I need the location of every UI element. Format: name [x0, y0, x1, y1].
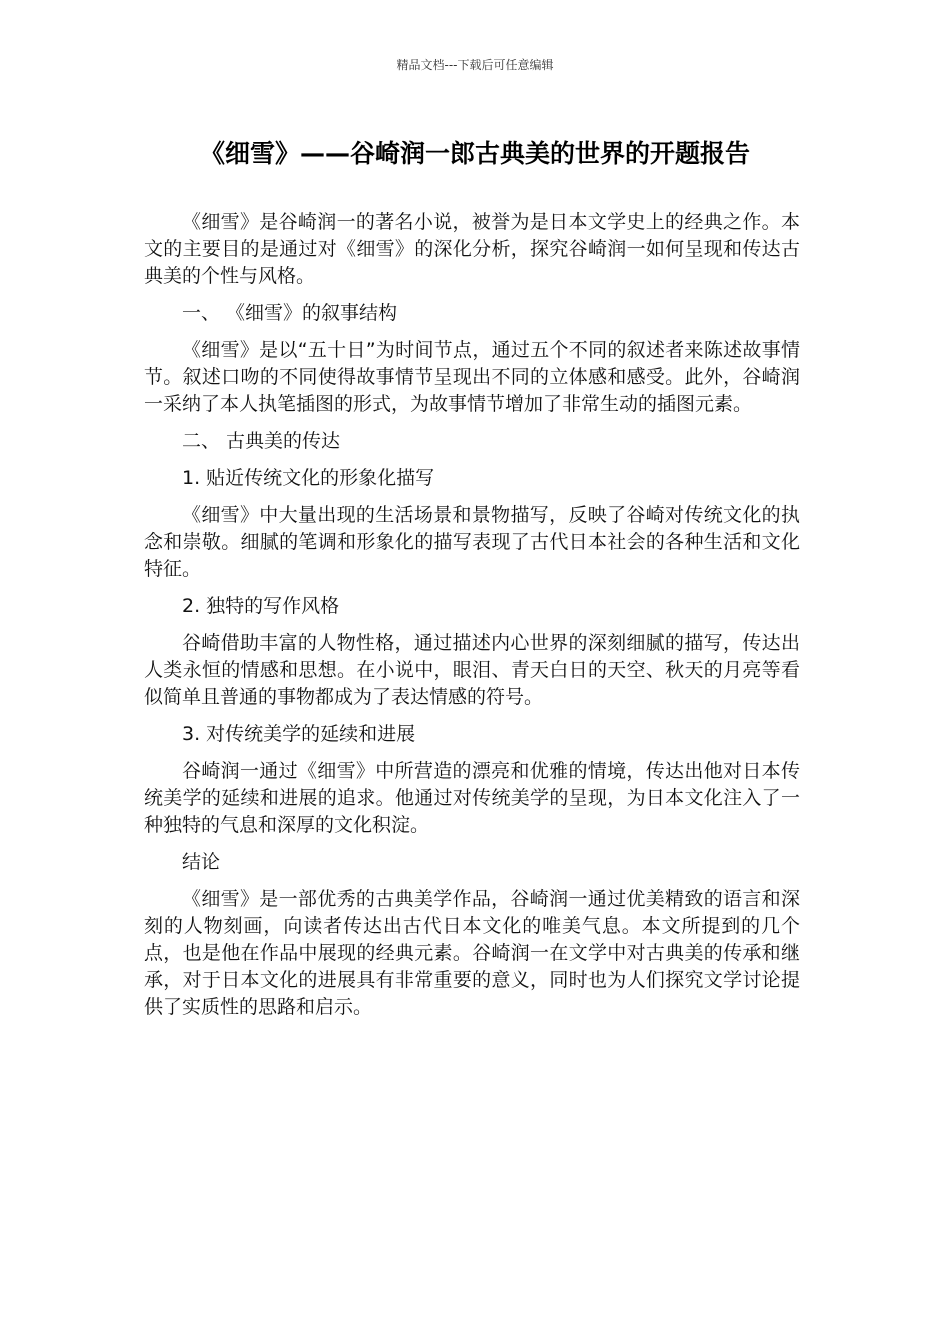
conclusion-heading: 结论	[182, 851, 221, 873]
intro-paragraph: 《细雪》是谷崎润一的著名小说，被誉为是日本文学史上的经典之作。本文的主要目的是通过对《细雪》的深化分析，探究谷崎润一如何呈现和传达古典美的个性与风格。	[144, 211, 800, 287]
subheading-aesthetic-continuation: 3. 对传统美学的延续和进展	[182, 723, 416, 745]
narrative-structure-paragraph: 《细雪》是以“五十日”为时间节点，通过五个不同的叙述者来陈述故事情节。叙述口吻的不同使得故事情节呈现出不同的立体感和感受。此外，谷崎润一采纳了本人执笔插图的形式，为故事情节增加了非常生动的插图元素。	[144, 339, 800, 415]
page-header: 精品文档---下载后可任意编辑	[396, 58, 554, 72]
aesthetic-continuation-paragraph: 谷崎润一通过《细雪》中所营造的漂亮和优雅的情境，传达出他对日本传统美学的延续和进展的追求。他通过对传统美学的呈现，为日本文化注入了一种独特的气息和深厚的文化积淀。	[144, 760, 800, 836]
conclusion-paragraph: 《细雪》是一部优秀的古典美学作品，谷崎润一通过优美精致的语言和深刻的人物刻画，向读者传达出古代日本文化的唯美气息。本文所提到的几个点，也是他在作品中展现的经典元素。谷崎润一在文学中对古典美的传承和继承，对于日本文化的进展具有非常重要的意义，同时也为人们探究文学讨论提供了实质性的思路和启示。	[144, 888, 800, 1018]
writing-style-paragraph: 谷崎借助丰富的人物性格，通过描述内心世界的深刻细腻的描写，传达出人类永恒的情感和思想。在小说中，眼泪、青天白日的天空、秋天的月亮等看似简单且普通的事物都成为了表达情感的符号。	[144, 632, 800, 708]
subheading-writing-style: 2. 独特的写作风格	[182, 595, 340, 617]
section-heading-narrative-structure: 一、 《细雪》的叙事结构	[182, 302, 398, 324]
document-title: 《细雪》——谷崎润一郎古典美的世界的开题报告	[199, 139, 750, 168]
traditional-culture-paragraph: 《细雪》中大量出现的生活场景和景物描写，反映了谷崎对传统文化的执念和崇敬。细腻的笔调和形象化的描写表现了古代日本社会的各种生活和文化特征。	[144, 504, 800, 580]
subheading-traditional-culture: 1. 贴近传统文化的形象化描写	[182, 467, 435, 489]
section-heading-classical-beauty: 二、 古典美的传达	[182, 430, 341, 452]
document-body	[144, 209, 800, 1031]
